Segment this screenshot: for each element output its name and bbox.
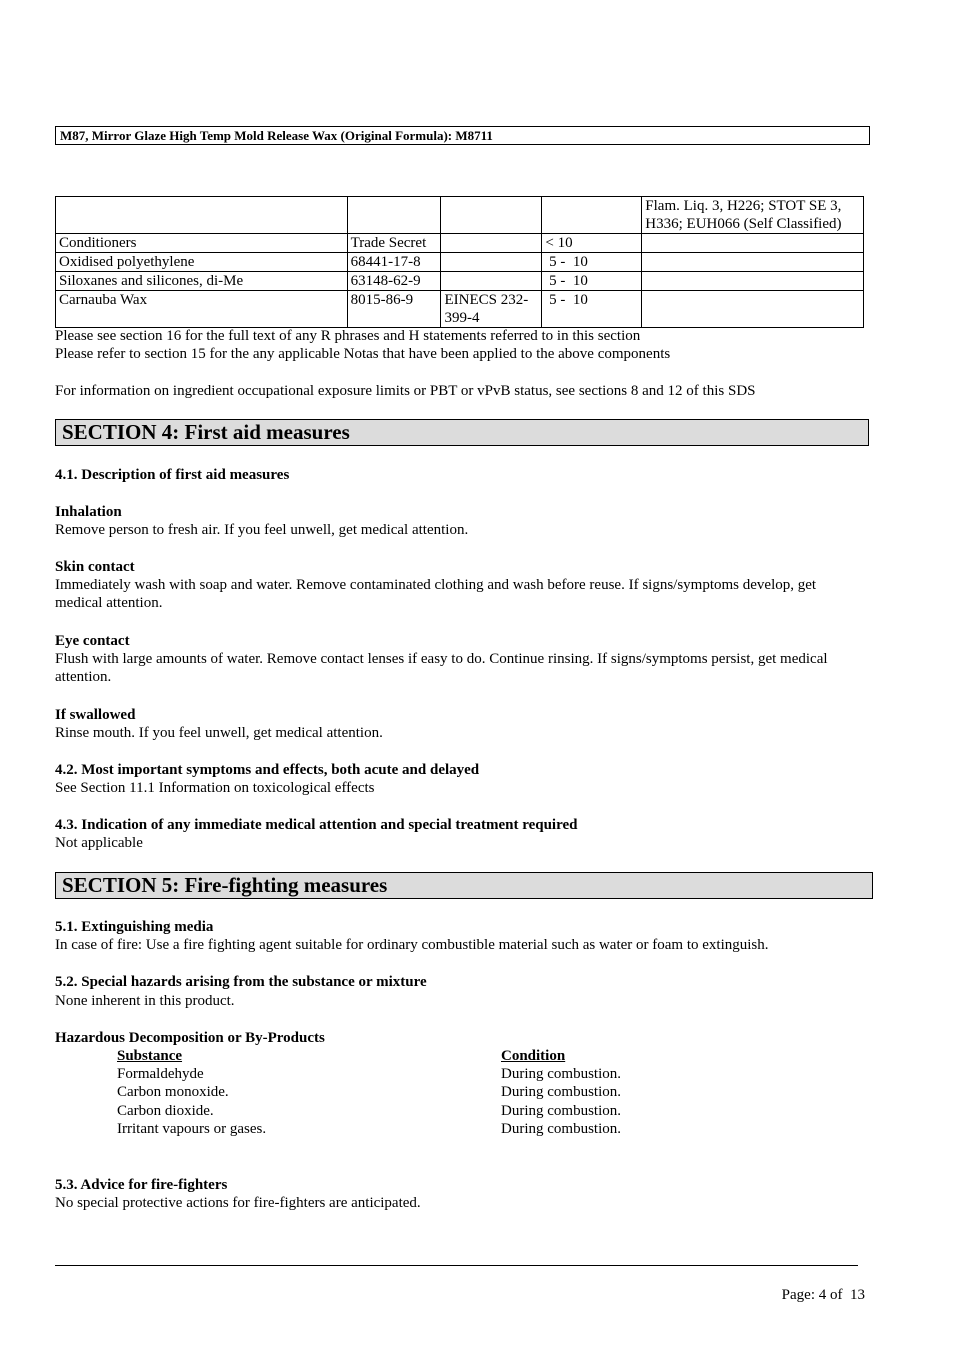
condition-item: During combustion. xyxy=(501,1103,621,1119)
table-cell: 5 - 10 xyxy=(542,272,642,291)
subsection-5-1-text: In case of fire: Use a fire fighting agent suitable for ordinary combustible material such as water or foam to extinguish. xyxy=(55,937,769,953)
table-cell xyxy=(441,272,542,291)
if-swallowed-text: Rinse mouth. If you feel unwell, get medical attention. xyxy=(55,725,383,741)
table-cell xyxy=(441,234,542,253)
table-row xyxy=(56,253,864,272)
table-cell: 68441-17-8 xyxy=(347,253,441,272)
subsection-5-2-heading: 5.2. Special hazards arising from the substance or mixture xyxy=(55,974,427,990)
components-table xyxy=(55,196,864,328)
table-cell xyxy=(642,253,864,272)
table-row xyxy=(56,291,864,328)
table-cell: Conditioners xyxy=(56,234,348,253)
condition-column-header: Condition xyxy=(501,1048,566,1064)
condition-item: During combustion. xyxy=(501,1121,621,1137)
subsection-4-1-heading: 4.1. Description of first aid measures xyxy=(55,467,290,483)
page-number: Page: 4 of 13 xyxy=(781,1287,865,1303)
table-cell xyxy=(347,197,441,234)
subsection-4-3-text: Not applicable xyxy=(55,835,143,851)
substance-item: Carbon dioxide. xyxy=(117,1103,214,1119)
substance-item: Irritant vapours or gases. xyxy=(117,1121,267,1137)
condition-item: During combustion. xyxy=(501,1084,621,1100)
table-cell: Flam. Liq. 3, H226; STOT SE 3, H336; EUH066 (Self Classified) xyxy=(642,197,864,234)
substance-item: Formaldehyde xyxy=(117,1066,204,1082)
table-row xyxy=(56,197,864,234)
subsection-4-3-heading: 4.3. Indication of any immediate medical attention and special treatment required xyxy=(55,817,578,833)
substance-item: Carbon monoxide. xyxy=(117,1084,229,1100)
condition-item: During combustion. xyxy=(501,1066,621,1082)
table-cell xyxy=(642,291,864,328)
eye-contact-heading: Eye contact xyxy=(55,633,130,649)
document-header-title: M87, Mirror Glaze High Temp Mold Release Wax (Original Formula): M8711 xyxy=(55,126,870,145)
inhalation-heading: Inhalation xyxy=(55,504,122,520)
note-notas: Please refer to section 15 for the any applicable Notas that have been applied to the above components xyxy=(55,346,671,362)
table-cell: EINECS 232-399-4 xyxy=(441,291,542,328)
table-cell: Oxidised polyethylene xyxy=(56,253,348,272)
subsection-5-3-text: No special protective actions for fire-fighters are anticipated. xyxy=(55,1195,421,1211)
table-cell: 5 - 10 xyxy=(542,291,642,328)
skin-contact-heading: Skin contact xyxy=(55,559,135,575)
table-cell xyxy=(642,234,864,253)
table-cell: 8015-86-9 xyxy=(347,291,441,328)
table-cell xyxy=(441,253,542,272)
substance-column-header: Substance xyxy=(117,1048,183,1064)
table-cell: Carnauba Wax xyxy=(56,291,348,328)
subsection-4-2-text: See Section 11.1 Information on toxicological effects xyxy=(55,780,375,796)
table-cell: Trade Secret xyxy=(347,234,441,253)
subsection-5-1-heading: 5.1. Extinguishing media xyxy=(55,919,214,935)
note-r-phrases: Please see section 16 for the full text of any R phrases and H statements referred to in this section xyxy=(55,328,641,344)
subsection-5-3-heading: 5.3. Advice for fire-fighters xyxy=(55,1177,228,1193)
table-cell: 63148-62-9 xyxy=(347,272,441,291)
section-4-title: SECTION 4: First aid measures xyxy=(55,419,869,446)
skin-contact-text: Immediately wash with soap and water. Remove contaminated clothing and wash before reuse. If signs/symptoms develop, get medical attention. xyxy=(55,577,817,611)
footer-divider xyxy=(55,1265,858,1266)
table-cell xyxy=(441,197,542,234)
table-cell xyxy=(542,197,642,234)
hazardous-decomposition-heading: Hazardous Decomposition or By-Products xyxy=(55,1030,325,1046)
inhalation-text: Remove person to fresh air. If you feel unwell, get medical attention. xyxy=(55,522,469,538)
table-cell xyxy=(642,272,864,291)
table-cell: 5 - 10 xyxy=(542,253,642,272)
subsection-5-2-text: None inherent in this product. xyxy=(55,993,235,1009)
table-cell: < 10 xyxy=(542,234,642,253)
section-5-title: SECTION 5: Fire-fighting measures xyxy=(55,872,873,899)
table-row xyxy=(56,272,864,291)
subsection-4-2-heading: 4.2. Most important symptoms and effects, both acute and delayed xyxy=(55,762,480,778)
table-row xyxy=(56,234,864,253)
table-cell: Siloxanes and silicones, di-Me xyxy=(56,272,348,291)
eye-contact-text: Flush with large amounts of water. Remove contact lenses if easy to do. Continue rinsing. If signs/symptoms persist, get medical attention. xyxy=(55,651,828,685)
if-swallowed-heading: If swallowed xyxy=(55,707,136,723)
note-exposure-limits: For information on ingredient occupational exposure limits or PBT or vPvB status, see sections 8 and 12 of this SDS xyxy=(55,383,756,399)
table-cell xyxy=(56,197,348,234)
